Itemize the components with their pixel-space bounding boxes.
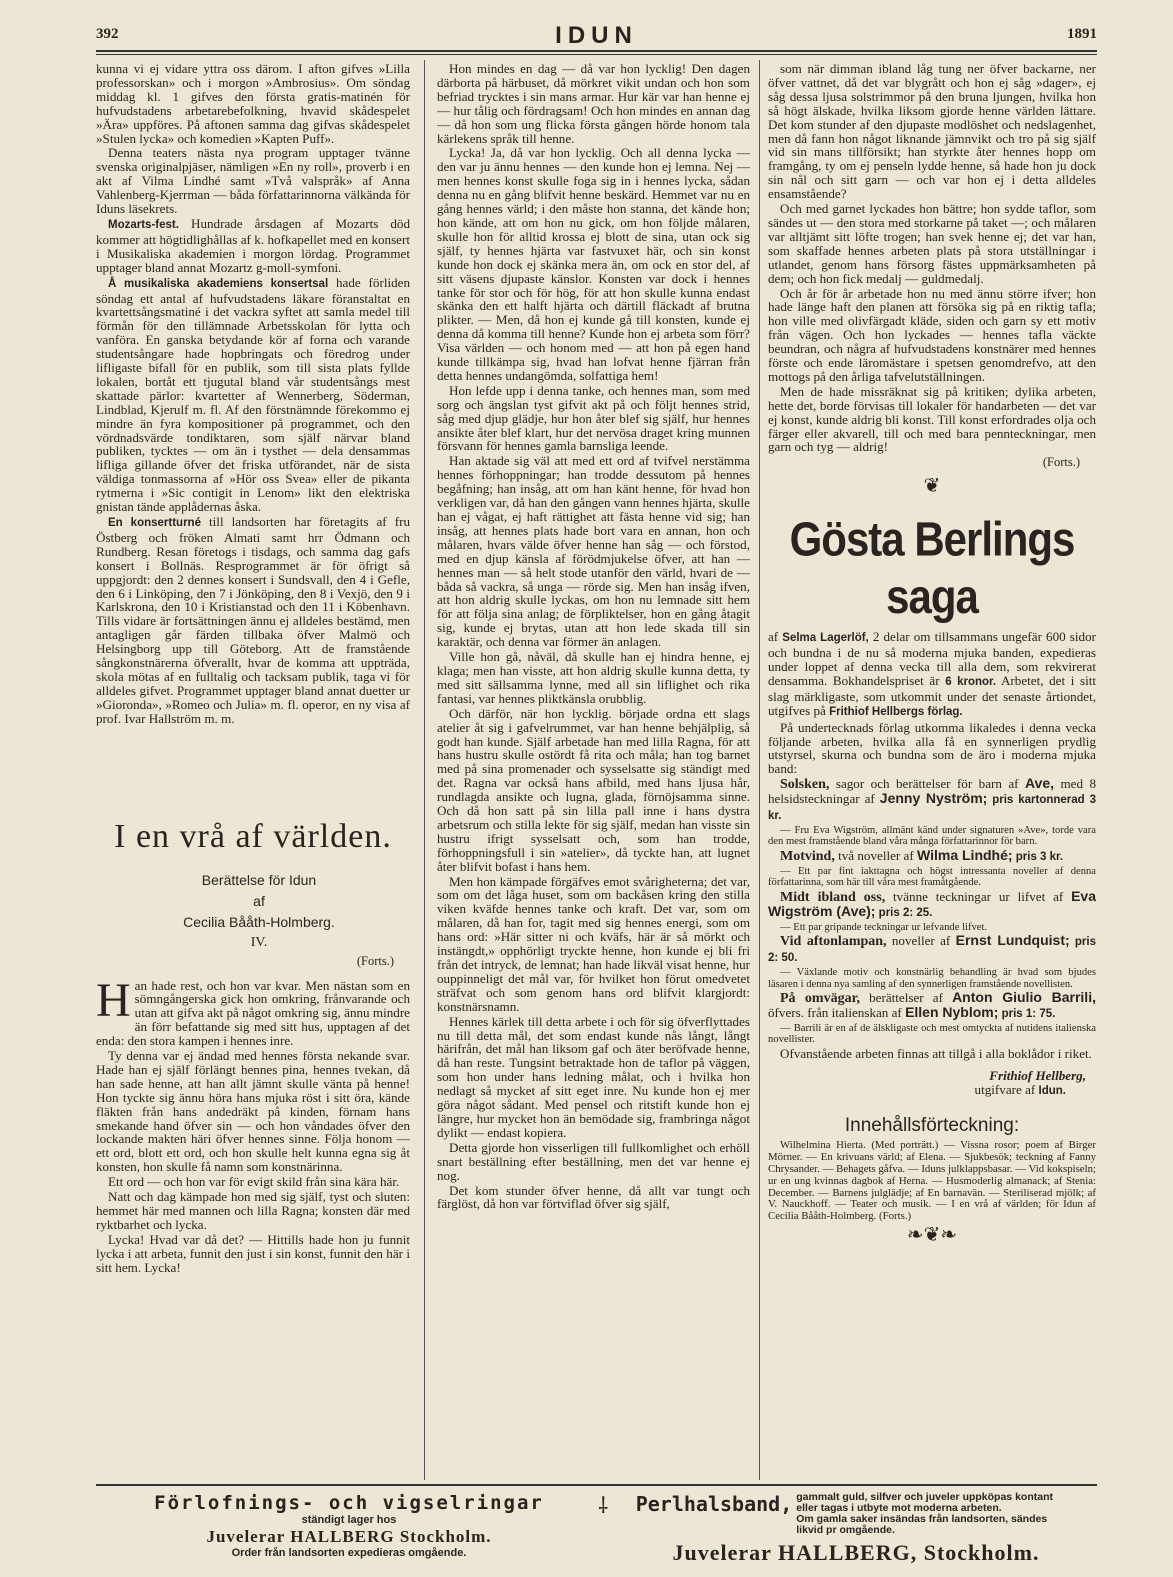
ornament-icon: ❧❦❧ xyxy=(906,1224,958,1247)
story-paragraph: Men de hade missräknat sig på kritiken; dylika arbeten, hette det, borde förvisas till lokaler för handarbeten — det var ej konst, kunde aldrig bli konst. Till konst erfordrades olja och färger eller akvarell, till och med bara pennteckningar, men garn och tyg — aldrig! xyxy=(768,383,1096,455)
column-divider xyxy=(424,60,425,1480)
section-heading: En konsertturné xyxy=(108,517,201,529)
story-forts: (Forts.) xyxy=(356,953,394,968)
publisher-title: utgifvare af Idun. xyxy=(974,1081,1066,1097)
book-note: — Ett par fint iakttagna och högst intressanta noveller af denna författarinna, som här till våra mest framåtgående. xyxy=(768,865,1096,889)
section-heading: Å musikaliska akademiens konsertsal xyxy=(108,277,329,290)
story-text: an hade rest, och hon var kvar. xyxy=(134,977,302,993)
story-paragraph: Ville hon gå, nåväl, då skulle han ej hindra henne, ej klaga; men han visste, att hon aldrig skulle kunna detta, ty med sitt sällsamma lynne, med all sin liflighet och rika fantasi, var hennes pliktkänsla orubblig. xyxy=(437,649,750,706)
story-paragraph: Ett ord — och hon var för evigt skild från sina kära här. xyxy=(108,1174,400,1190)
ring-advert-sub: ständigt lager hos xyxy=(301,1514,397,1526)
paragraph xyxy=(96,276,410,514)
book-entry: Solsken, sagor och berättelser för barn af Ave, med 8 helsidsteckningar af Jenny Nyström; pris kartonnerad 3 kr. xyxy=(768,775,1096,823)
publisher-signature: Frithiof Hellberg, xyxy=(989,1067,1086,1083)
advert-publisher: Frithiof Hellbergs förlag. xyxy=(829,705,963,718)
column-3 xyxy=(768,62,1096,1482)
book-entry: Motvind, två noveller af Wilma Lindhé; pris 3 kr. xyxy=(780,846,1064,864)
book-entry: På omvägar, berättelser af Anton Giulio Barrili, öfvers. från italienskan af Ellen Nyblom; pris 1: 75. xyxy=(768,989,1096,1020)
page-header xyxy=(96,22,1097,48)
story-paragraph: Natt och dag kämpade hon med sig själf, tyst och sluten: hemmet här med mannen och lilla Ragna; konsten där med ryktbarhet och lycka. xyxy=(96,1189,410,1232)
column-divider xyxy=(759,60,760,1480)
advert-paragraph: På undertecknads förlag utkomma likaledes i denna vecka följande arbeten, hvilka alla få en synnerligen prydlig utstyrsel, skurna och bundna som de äro i moderna mjuka band: xyxy=(768,719,1096,777)
advert-price: 6 kronor. xyxy=(945,675,997,688)
story-by: af xyxy=(253,892,265,909)
story-title: I en vrå af världen. xyxy=(114,817,392,855)
ring-advert-note: Order från landsorten expedieras omgående. xyxy=(231,1547,467,1559)
section-text: Hundrade årsdagen af Mozarts död kommer att högtidlighållas af k. hofkapellet med en konsert i Musikaliska akademien i morgon lördag. Programmet upptager bland annat Mozartz g-moll-symfoni. xyxy=(96,215,410,275)
story-text: Men nästan som en sömngångerska gick hon omkring, frånvarande och utan att gifva akt på något omkring sig, ännu mindre än förr befattande sig med sitt hus, upptagen af det enda: den stora kampen i hennes inre. xyxy=(96,977,410,1049)
section-text: till landsorten har företagits af fru Östberg och fröken Almati samt hrr Ödmann och Rundberg. Resan företogs i tisdags, och samma dag gafs konsert i Bollnäs. Resprogrammet är för öfrigt så uppgjordt: den 2 dennes konsert i Sundsvall, den 4 i Gefle, den 6 i Linköping, den 7 i Jönköping, den 8 i Vexjö, den 9 i Karlskrona, den 10 i Kristianstad och den 11 i Köbenhavn. Tills vidare är fortsättningen ännu ej alldeles bestämd, men antagligen går färden tillbaka öfver Malmö och Helsingborg upp till Göteborg. Att de framstående sångkonstnärerna öfverallt, hvar de komma att uppträda, skola mötas af en fulltalig och tacksam publik, taga vi för alldeles gifvet. Programmet upptager bland annat duetter ur »Gioronda», »Romeo och Julia» m. fl. operor, en ny visa af prof. Ivar Hallström m. m. xyxy=(96,514,410,726)
paragraph xyxy=(96,515,410,726)
page-number: 392 xyxy=(96,26,119,42)
contents-text: Wilhelmina Hierta. (Med porträtt.) — Vissna rosor; poem af Birger Mörner. — En krivuans värld; af Elena. — Sjukbesök; teckning af Fanny Chrysander. — Behagets gåfva. — Iduns julklappsbasar. — Vid kokspiseln; ur en ung kvinnas dagbok af Herna. — Husmoderlig almanack; af Stenia: December. — Barnens julglädje; af En barnavän. — Steriliserad mjölk; af V. Nauckhoff. — Teater och musik. — I en vrå af världen; för Idun af Cecilia Bååth-Holmberg. (Forts.) xyxy=(768,1139,1096,1223)
column-2 xyxy=(437,62,750,1484)
ring-advert-name: Juvelerar HALLBERG Stockholm. xyxy=(206,1527,492,1546)
story-paragraph: som när dimman ibland låg tung ner öfver backarne, ner öfver vattnet, då det var blygrått och hon ej såg »dager», ej såg dessa ljusa solstrimmor på den bruna ljungen, hvilka hon så högt älskade, hvilka liksom gjorde henne världen lättare. Det kom stunder af den djupaste modlöshet och nedslagenhet, men då fann hon något liknande jämnvikt och tro på sig själf vid sin mans tillförsikt; han styrkte åter hennes hopp om framgång, ty om ej penseln lydde henne, så hade hon ju dock sin nål och sitt garn — och var hon ej i detta alldeles ensamstående? xyxy=(768,62,1096,202)
advert-intro: af Selma Lagerlöf, 2 delar om tillsammans ungefär 600 sidor och bundna i de nu så moderna mjuka banden, expedieras under loppet af denna vecka till alla dem, som rekvirerat densamma. Bokhandelspriset är 6 kronor. Arbetet, det i sitt slag märkligaste, som utkommit under det senaste årtiondet, utgifves på Frithiof Hellbergs förlag. xyxy=(768,629,1096,718)
story-paragraph: Och med garnet lyckades hon bättre; hon sydde taflor, som sändes ut — den stora med storkarne på taket —; och målaren var alltjämt sitt löfte trogen; han svek henne ej; det var han, som skaffade hennes arbeten plats på stora utställningar i utlandet, genom hans försorg fästes uppmärksamheten på dem; och hon fick medalj — guldmedalj. xyxy=(768,201,1096,286)
advert-title: Gösta Berlings saga xyxy=(789,511,1075,624)
contents-title: Innehållsförteckning: xyxy=(844,1114,1020,1136)
ornament-icon: ⸸ xyxy=(598,1493,609,1518)
story-paragraph: Lycka! Ja, då var hon lycklig. Och all denna lycka — den var ju ännu hennes — den kunde hon ej lemna. Nej — men hennes konst skulle foga sig in i hennes lycka, sådan denna nu en gång blifvit henne beskärd. Hemmet var nu en gång hennes värld; i den måste hon stanna, det kände hon; hon kände, att om hon nu gick, om hon följde målaren, skulle hon för alltid krossa ej blott de sina, utan ock sig själf, ty hennes hjärta var fastvuxet här, och sin konst kunde hon dock ej skänka mera än, om ock en stor del, af sitt väsens djupaste känslor. Konsten var dock i hennes tanke för stor och för hög, för att hon skulle kunna endast skänka den ett halft hjärta och därtill fläckadt af brutna plikter. — Men, då hon ej kunde gå till konsten, kunde ej denna då komma till henne? Kunde hon ej arbeta som förr? Visa världen — och honom med — att hon på egen hand kunde tillkämpa sig, hvad han lofvat henne fjärran från detta hennes undangömda, solfattiga hem! xyxy=(437,145,750,383)
story-paragraph: Det kom stunder öfver henne, då allt var tungt och färglöst, då hon var förtviflad öfver sig själf, xyxy=(437,1182,750,1212)
header-rule xyxy=(96,50,1097,52)
masthead-title: IDUN xyxy=(555,22,638,49)
story-paragraph: Lycka! Hvad var då det? — Hittills hade hon ju funnit lycka i att arbeta, funnit den just i sin konst, funnit den här i sitt hem. Lycka! xyxy=(96,1231,410,1275)
book-list xyxy=(768,777,1096,1046)
story-paragraph: Detta gjorde hon visserligen till fullkomlighet och erhöll snart beställning efter beställning, men det var henne ej nog. xyxy=(437,1139,750,1183)
pearl-advert-name: Juvelerar HALLBERG, Stockholm. xyxy=(672,1540,1040,1565)
paragraph: Denna teaters nästa nya program upptager tvänne svenska originalpjäser, nämligen »En ny roll», proverb i en akt af Vilma Lindhé samt »Två valspråk» af Anna Vahlenberg-Kjerrman — båda författarinnorna välkända för Iduns läsekrets. xyxy=(96,145,410,217)
story-paragraph xyxy=(96,973,410,1049)
pearl-advert-text: gammalt guld, silfver och juveler uppköpas kontant eller tagas i utbyte mot moderna arbeten. Om gamla saker insändas från landsorten, sändes likvid pr omgående. xyxy=(796,1491,1053,1536)
advert-paragraph: Ofvanstående arbeten finnas att tillgå i alla boklådor i riket. xyxy=(780,1045,1092,1061)
story-subtitle: Berättelse för Idun xyxy=(201,871,317,888)
book-note: — Barrili är en af de älskligaste och mest omtyckta af nutidens italienska novellister. xyxy=(768,1022,1096,1046)
book-note: — Växlande motiv och konstnärlig behandling är hvad som bjudes läsaren i denna nya samling af den synnerligen framstående novellisten. xyxy=(768,967,1096,990)
ring-advert-title: Förlofnings- och vigselringar xyxy=(154,1492,544,1514)
book-note: — Ett par gripande teckningar ur lefvande lifvet. xyxy=(780,921,988,933)
section-text: hade förliden söndag ett antal af hufvudstadens läkare föranstaltat en kvartettsångsmatiné i det vackra syftet att samla medel till förmån för den tillämnade Arbetsskolan för lytta och vanföra. En ganska betydande kör af forna och varande studentsångare hade hopbringats och föredrog under lifligaste bifall för en publik, som till sista plats fyllde lokalen, bortåt ett tjugutal bland vår studentsångs mest skattade pärlor: kvartetter af Wennerberg, Söderman, Lindblad, Kjerulf m. fl. Af den förstnämnde förekommo ej mindre än fyra kompositioner på programmet, och den vördnadsvärde tondiktaren, som själf närvar bland publiken, tycktes — om än i tysthet — dela densammas lifliga gillande öfver det friska utförandet, när de sista väldiga tonmassorna af »Hör oss Svea» eller de pikanta rytmerna i »Sic contigit in Lenom» likt den elektriska gnistan tände applådernas åska. xyxy=(96,274,410,515)
section-heading: Mozarts-fest. xyxy=(108,218,179,231)
book-entry: Midt ibland oss, tvänne teckningar ur lifvet af Eva Wigström (Ave); pris 2: 25. xyxy=(768,887,1096,919)
book-note: — Fru Eva Wigström, allmänt känd under signaturen »Ave», torde vara den mest framstående bland våra många författarinnor för barn. xyxy=(768,824,1096,848)
story-paragraph: Ty denna var ej ändad med hennes första nekande svar. Hade han ej själf förlängt hennes pina, hennes tvekan, då han sade henne, att han allt jämnt skulle vänta på henne! Hon tyckte sig ännu höra hans mjuka röst i sitt öra, kände fläkten från hans andedräkt på kinden, förnam hans smekande hand öfver sin — och hon våndades öfver den lockande makten häri öfver hennes sinne. Följa honom — ett ord, blott ett ord, och hon skulle helt kunna egna sig åt konsten, hon skulle få namn som konstnärinna. xyxy=(96,1048,410,1175)
ring-advert xyxy=(104,1492,594,1560)
story-paragraph: Och därför, när hon lycklig. började ordna ett slags atelier åt sig i gafvelrummet, var han henne behjälplig, så godt han kunde. Själf arbetade han med lilla Ragna, för att hans hustru skulle ostördt få rita och måla; han tog barnet med på sina promenader och sysselsatte sig ständigt med det. Ragna var också hans afbild, med hans ljusa hår, rundlagda ansikte och lugna, glada, förnöjsamma sinne. Och då hon satt på sin lilla pall inne i hans dystra arbetsrum och stilla lekte för sig själf, medan han visste sin hustru ifrigt sysselsatt och, som han trodde, förhoppningsfull i sin »atelier», då tyckte han, att lugnet åter blifvit bofast i hans hem. xyxy=(437,705,750,874)
ornament-icon: ❦ xyxy=(923,475,941,498)
story-paragraph: Men hon kämpade förgäfves emot svårigheterna; det var, som om det låga huset, som om backåsen kring den stilla viken kväfde hennes tanke och kraft. Det var, som om målaren, då han for, tagit med sig hennes energi, som om hans ord: »Här sitter ni och kväfs, här är så mörkt och instängdt,» opphörligt tryckte henne, hon kunde ej bli fri från det intryck, de lemnat; han hade likväl visat henne, hur ouppinneligt det mål var, för hvilket hon förut omedvetet sträfvat och som genom hans ord blifvit klargjordt: konstnärsnamn. xyxy=(437,873,750,1014)
story-paragraph: Och år för år arbetade hon nu med ännu större ifver; hon hade länge haft den planen att försöka sig på en riktig tafla; hon ville med olivfärgadt kläde, siden och garn sy ett motiv från vägen. Och hon lyckades — hennes tafla väckte beundran, och några af hufvudstadens konstnärer med hennes förste och ende läromästare i spetsen genomdrefvo, att den mottogs på den årliga tafvelutställningen. xyxy=(768,285,1096,384)
issue-year: 1891 xyxy=(1067,26,1097,42)
paragraph: kunna vi ej vidare yttra oss därom. I afton gifves »Lilla professorskan» och i morgon »Ambrosius». Om söndag middag kl. 1 gifves den första gratis-matinén för hufvudstadens arbetarebefolkning, hvavid skådespelet »Ära» uppföres. På aftonen samma dag gifvas skådespelet »Stulen lycka» och komedien »Kapten Puff». xyxy=(96,62,410,146)
story-paragraph: Hon mindes en dag — då var hon lycklig! Den dagen därborta på härbuset, då mörkret vikit undan och hon som befriad trycktes i sin mans armar. Hur kär var han henne ej — hur tålig och fördragsam! Och hon mindes en annan dag — då hon som ung flicka första gången hörde honom tala kärlekens språk till henne. xyxy=(437,62,750,146)
book-entry: Vid aftonlampan, noveller af Ernst Lundquist; pris 2: 50. xyxy=(768,932,1096,965)
story-chapter: IV. xyxy=(250,934,268,950)
footer-ads xyxy=(96,1484,1097,1566)
pearl-advert-title: Perlhalsband, xyxy=(635,1492,793,1516)
column-1 xyxy=(96,62,410,1482)
paragraph xyxy=(96,217,410,275)
story-forts: (Forts.) xyxy=(1042,455,1080,470)
story-paragraph: Hon lefde upp i denna tanke, och hennes man, som med sorg och ängslan tyst gifvit akt på och följt hennes strid, såg med djup glädje, hur hon åter blef sig själf, hur hennes ansikte åter blef klart, hur det nervösa draget kring munnen försvann för hennes gamla barnsliga leende. xyxy=(437,382,750,454)
pearl-advert xyxy=(611,1492,1101,1566)
story-paragraph: Hennes kärlek till detta arbete i och för sig öfverflyttades nu till detta mål, det som endast kunde nås långt, långt härifrån, det mål han liksom gaf och äter beröfvade henne, då han reste. Tungsint betraktade hon de taflor på väggen, som hon under hans ledning målat, och i hvilka hon nedlagt så mycket af sitt eget inre. Nu kunde hon ej mer göra något sådant. Med pensel och ritstift kunde hon ej längre, hur mycket hon än bemödade sig, frambringa något dylikt — endast kopiera. xyxy=(437,1013,750,1140)
story-author: Cecilia Bååth-Holmberg. xyxy=(183,913,335,930)
header-rule-thin xyxy=(96,54,1097,55)
story-paragraph: Han aktade sig väl att med ett ord af tvifvel nerstämma hennes förhoppningar; han trodde dessutom på hennes begåfning; han insåg, att om han känt henne, för hvad hon verkligen var, då han den gången vann hennes hjärta, skulle han ej vågat, ej haft rättighet att fästa henne vid sig; han insåg, att hennes plats hade bort vara en annan, hon och målaren, hvars välde öfver henne han såg — och förstod, med en djup känsla af förödmjukelse öfver, att han — hennes man — så helt stode utanför den värld, hvari de — båda så vackra, så unga — rörde sig. Men han insåg ifven, att hon aldrig skulle lyckas, om hon nu lemnade sitt hem för att följa sina anlag; de förpliktelser, hon en gång åtagit sig, kunde ej brytas, utan att hon lede skada till sin karaktär, och denna var förmer än anlagen. xyxy=(437,453,750,650)
drop-cap: H xyxy=(96,973,131,1027)
advert-author: Selma Lagerlöf, xyxy=(782,632,869,645)
